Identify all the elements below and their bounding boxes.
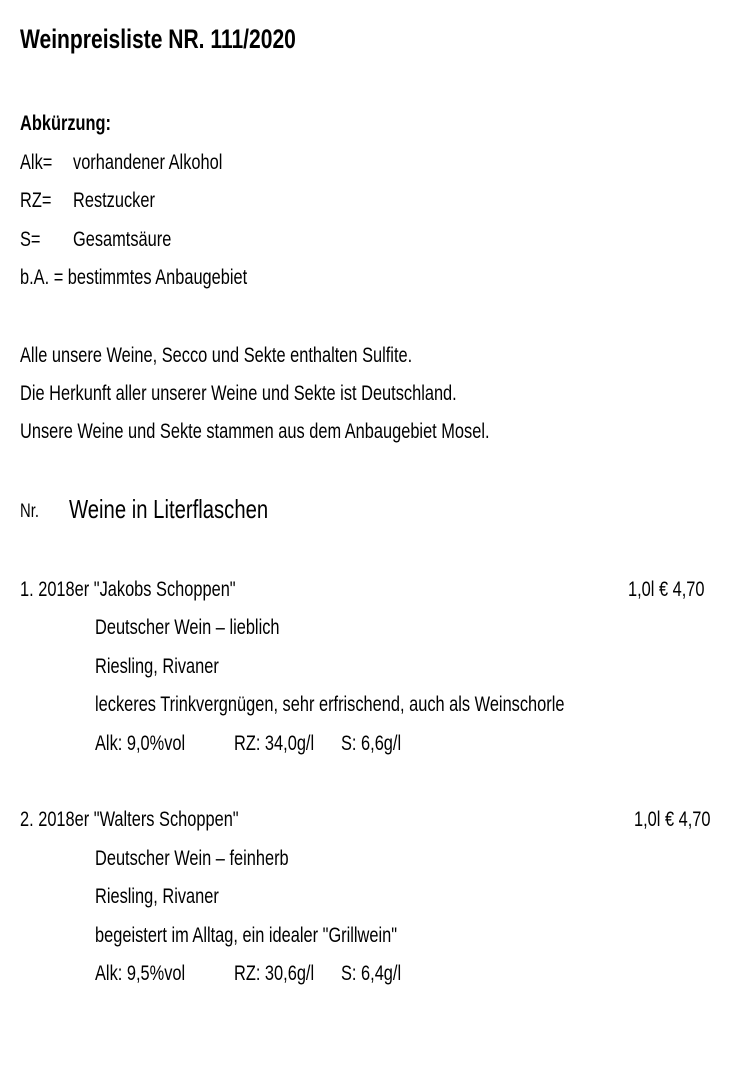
wine-1-acidity: S: 6,6g/l [341, 732, 402, 755]
abbreviation-key-s: S= [20, 228, 41, 251]
wine-2-alcohol: Alk: 9,5%vol [95, 962, 186, 985]
wine-1-type: Deutscher Wein – lieblich [95, 616, 280, 639]
wine-1-price: 1,0l € 4,70 [628, 578, 705, 601]
wine-2-name: 2. 2018er "Walters Schoppen" [20, 808, 239, 831]
wine-2-price: 1,0l € 4,70 [634, 808, 711, 831]
wine-1-residual-sugar: RZ: 34,0g/l [234, 732, 315, 755]
section-title: Weine in Literflaschen [69, 494, 269, 524]
abbreviations-heading: Abkürzung: [20, 112, 111, 135]
wine-2-residual-sugar: RZ: 30,6g/l [234, 962, 315, 985]
abbreviation-value-alk: vorhandener Alkohol [73, 151, 223, 174]
wine-1-description: leckeres Trinkvergnügen, sehr erfrischend, auch als Weinschorle [95, 693, 565, 716]
wine-1-alcohol: Alk: 9,0%vol [95, 732, 186, 755]
note-origin: Die Herkunft aller unserer Weine und Sekte ist Deutschland. [20, 382, 457, 405]
abbreviation-ba: b.A. = bestimmtes Anbaugebiet [20, 266, 248, 289]
section-nr-label: Nr. [20, 501, 39, 522]
wine-1-name: 1. 2018er "Jakobs Schoppen" [20, 578, 236, 601]
note-region: Unsere Weine und Sekte stammen aus dem Anbaugebiet Mosel. [20, 420, 490, 443]
wine-1-grapes: Riesling, Rivaner [95, 655, 219, 678]
wine-2-type: Deutscher Wein – feinherb [95, 847, 289, 870]
abbreviation-value-rz: Restzucker [73, 189, 155, 212]
abbreviation-value-s: Gesamtsäure [73, 228, 172, 251]
wine-2-acidity: S: 6,4g/l [341, 962, 402, 985]
abbreviation-key-rz: RZ= [20, 189, 52, 212]
wine-2-description: begeistert im Alltag, ein idealer "Grillwein" [95, 924, 398, 947]
abbreviation-key-alk: Alk= [20, 151, 53, 174]
page-title: Weinpreisliste NR. 111/2020 [20, 24, 296, 54]
note-sulfites: Alle unsere Weine, Secco und Sekte enthalten Sulfite. [20, 344, 413, 367]
wine-2-grapes: Riesling, Rivaner [95, 885, 219, 908]
